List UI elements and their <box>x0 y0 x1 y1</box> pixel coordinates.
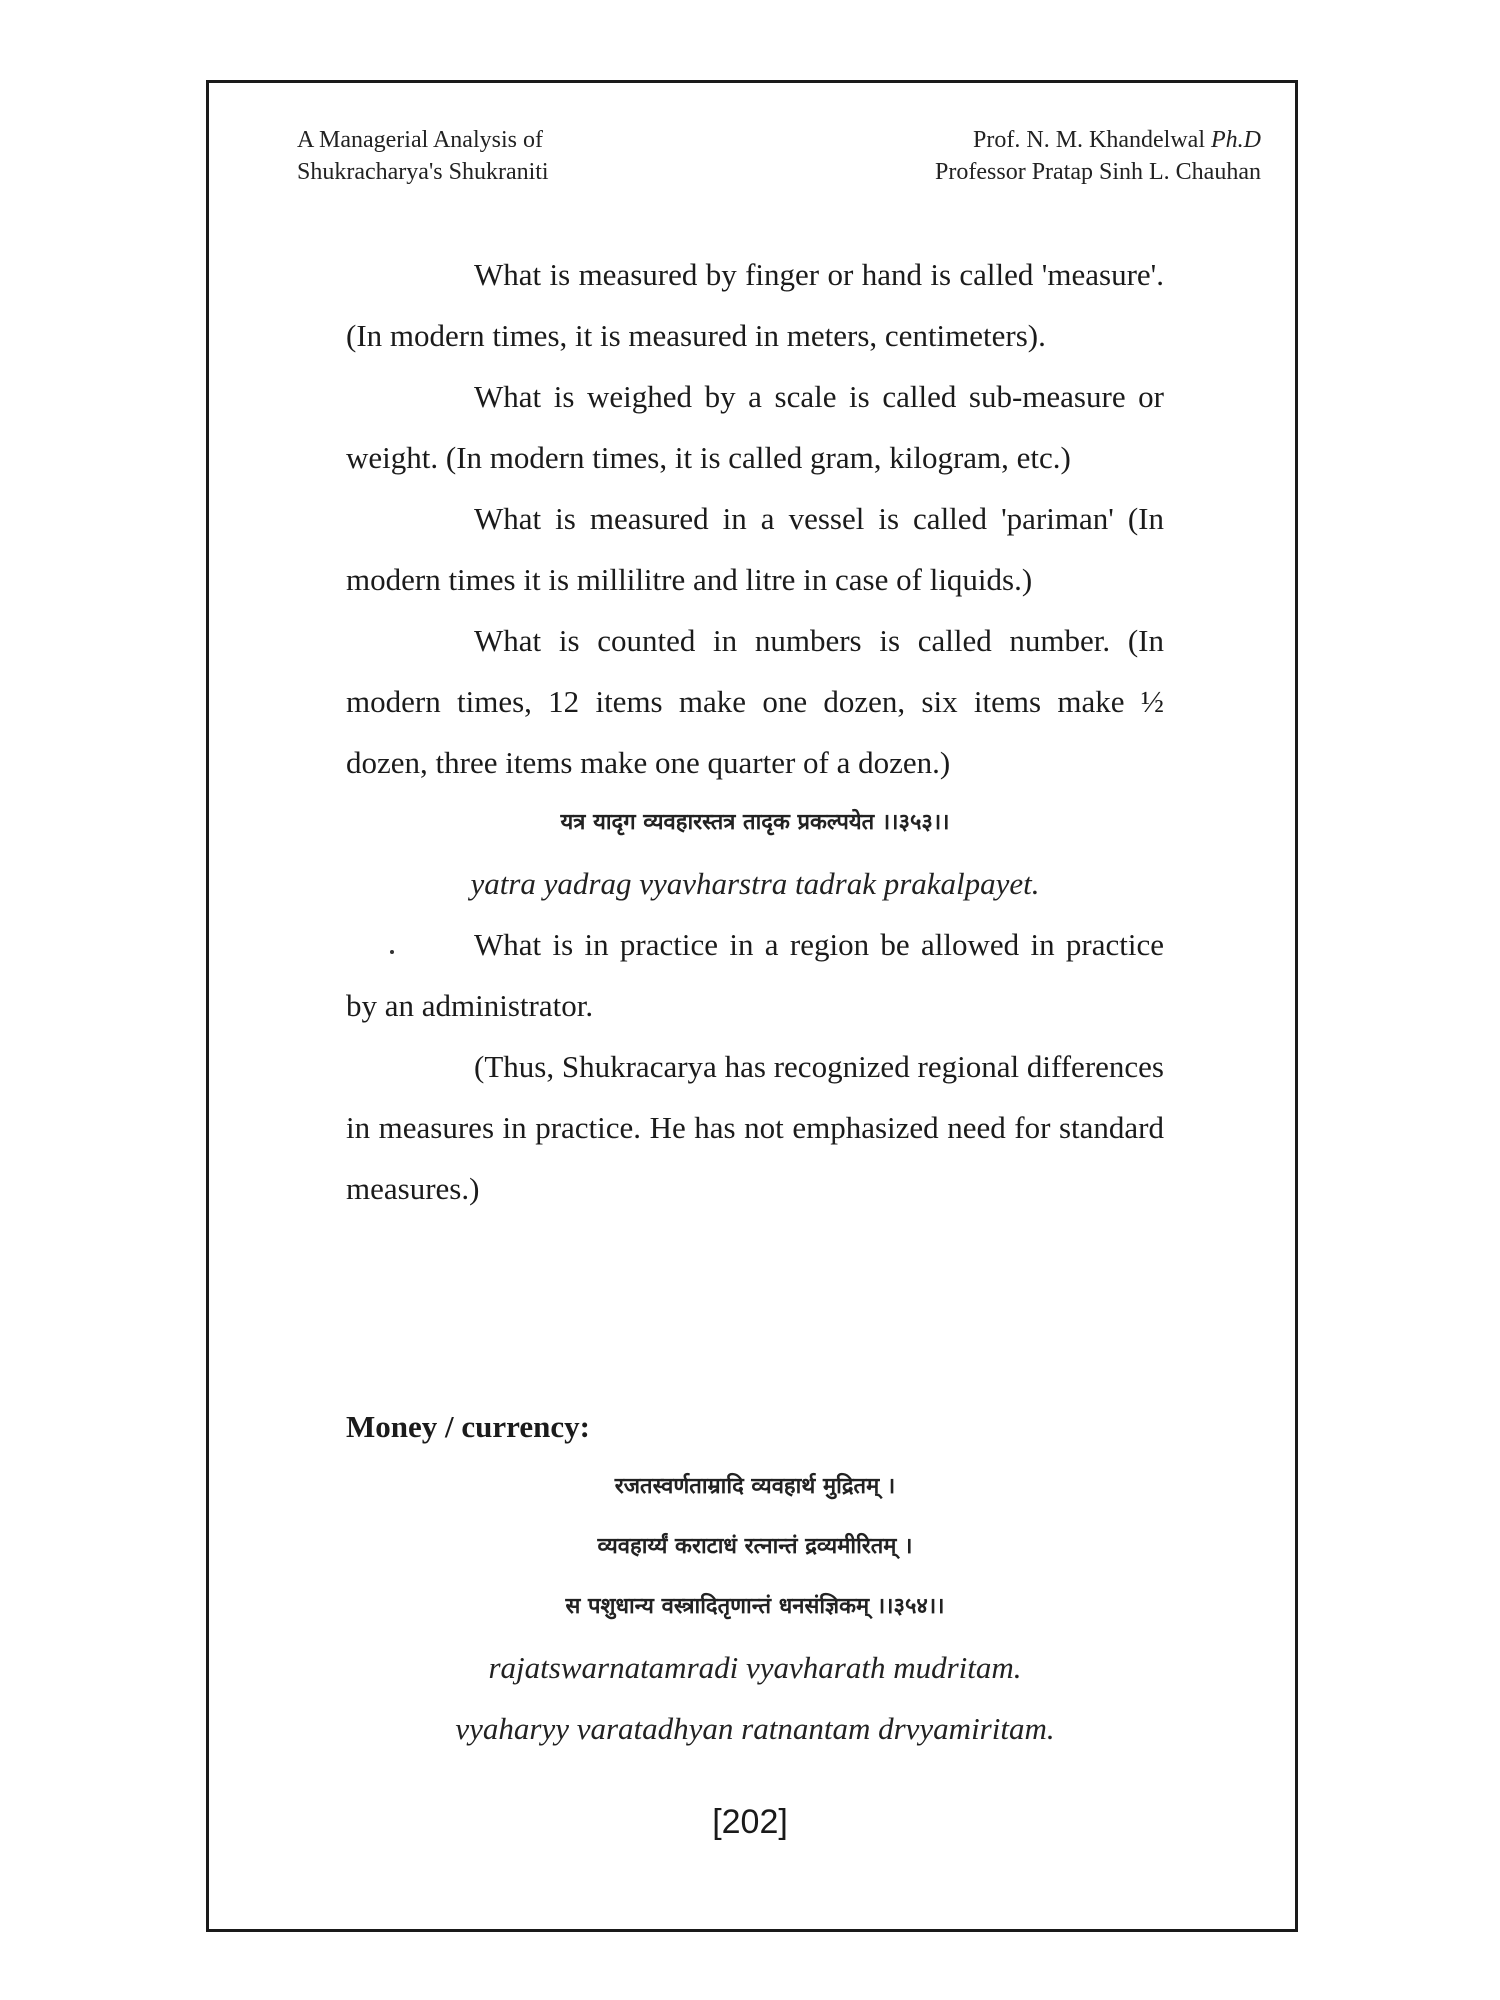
book-title-line1: A Managerial Analysis of <box>297 127 543 153</box>
verse-354-line3: स पशुधान्य वस्त्रादितृणान्तं धनसंज्ञिकम् ।।३५४।। <box>565 1594 945 1619</box>
section-heading-money: Money / currency: <box>346 1409 590 1444</box>
number-text-a: What is counted in numbers is called number. (In modern times, 12 items make one dozen, six items make <box>346 623 1164 719</box>
stray-dot <box>390 950 394 954</box>
verse-353-transliteration: yatra yadrag vyavharstra tadrak prakalpayet. <box>470 866 1040 901</box>
paragraph-regional: (Thus, Shukracarya has recognized regional differences in measures in practice. He has not emphasized need for standard measures.) <box>346 1049 1164 1206</box>
body-top <box>346 244 1164 1219</box>
header-right <box>935 124 1261 188</box>
verse-353-sanskrit: यत्र यादृग व्यवहारस्तत्र तादृक प्रकल्पयेत ।।३५३।। <box>560 810 950 835</box>
author-line2: Professor Pratap Sinh L. Chauhan <box>935 159 1261 185</box>
author-line1 <box>935 124 1261 156</box>
verse-354-line1: रजतस्वर्णताम्रादि व्यवहार्थ मुद्रितम् । <box>614 1474 896 1499</box>
verse-354-translit-line1: rajatswarnatamradi vyavharath mudritam. <box>488 1650 1022 1685</box>
paragraph-number <box>346 610 1164 793</box>
book-title-line2: Shukracharya's Shukraniti <box>297 159 549 185</box>
body-money <box>346 1396 1164 1759</box>
paragraph-measure: What is measured by finger or hand is called 'measure'. (In modern times, it is measured in meters, centimeters). <box>346 257 1164 353</box>
paragraph-practice: What is in practice in a region be allowed in practice by an administrator. <box>346 927 1164 1023</box>
page-number: [202] <box>712 1803 788 1841</box>
number-text-b: dozen, three items make one quarter of a dozen.) <box>346 745 951 780</box>
half-fraction: ½ <box>1140 684 1164 719</box>
paragraph-weight: What is weighed by a scale is called sub-measure or weight. (In modern times, it is called gram, kilogram, etc.) <box>346 379 1164 475</box>
author-degree: Ph.D <box>1211 127 1261 153</box>
verse-354-line2: व्यवहार्य्यं कराटाधं रत्नान्तं द्रव्यमीरितम् । <box>597 1534 913 1559</box>
header-left <box>297 124 549 188</box>
author-name: Prof. N. M. Khandelwal <box>973 127 1205 153</box>
paragraph-pariman: What is measured in a vessel is called 'pariman' (In modern times it is millilitre and litre in case of liquids.) <box>346 501 1164 597</box>
verse-354-translit-line2: vyaharyy varatadhyan ratnantam drvyamiritam. <box>455 1711 1055 1746</box>
